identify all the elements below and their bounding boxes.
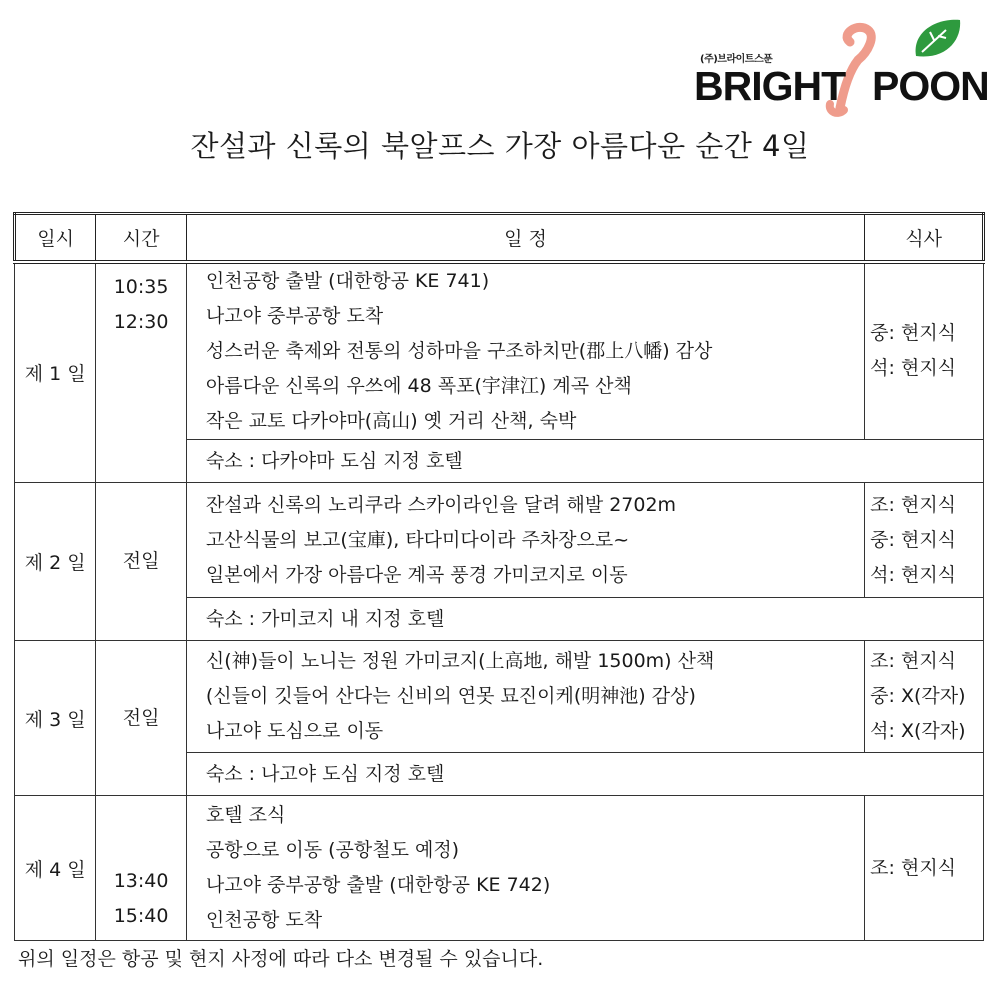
page-title: 잔설과 신록의 북알프스 가장 아름다운 순간 4일 [190, 129, 810, 163]
meal-cell [865, 796, 984, 941]
time-cell [96, 641, 187, 796]
meal-value: 석: X(각자) [870, 720, 966, 742]
lodging-cell: 숙소 : 가미코지 내 지정 호텔 [186, 598, 983, 641]
day-label: 제 4 일 [15, 796, 96, 941]
header-schedule: 일 정 [186, 214, 864, 262]
meal-value: 중: X(각자) [870, 685, 966, 707]
time-value: 10:35 [113, 275, 169, 298]
time-value: 전일 [122, 550, 160, 572]
logo-subtitle: (주)브라이트스푼 [700, 54, 773, 65]
time-value: 15:40 [113, 905, 169, 927]
table-row-day3 [15, 641, 984, 753]
meal-value: 중: 현지식 [870, 322, 957, 345]
day-label: 제 2 일 [15, 483, 96, 641]
meal-value: 중: 현지식 [870, 528, 957, 551]
logo-word-right: POON [872, 63, 989, 109]
schedule-cell [186, 641, 864, 753]
schedule-line: 나고야 중부공항 출발 (대한항공 KE 742) [205, 874, 551, 896]
schedule-line: 고산식물의 보고(宝庫), 타다미다이라 주차장으로~ [205, 528, 630, 551]
table-row-day4 [15, 796, 984, 941]
schedule-line: 잔설과 신록의 노리쿠라 스카이라인을 달려 해발 2702m [205, 493, 677, 516]
time-cell [96, 262, 187, 483]
schedule-line: 신(神)들이 노니는 정원 가미코지(上高地, 해발 1500m) 산책 [205, 650, 715, 672]
schedule-line: 작은 교토 다카야마(高山) 옛 거리 산책, 숙박 [205, 409, 577, 432]
table-row-day2 [15, 483, 984, 598]
lodging-cell: 숙소 : 나고야 도심 지정 호텔 [186, 753, 983, 796]
logo-word-left: BRIGHT [694, 63, 846, 109]
footnote: 위의 일정은 항공 및 현지 사정에 따라 다소 변경될 수 있습니다. [18, 948, 544, 970]
meal-cell [865, 262, 984, 440]
meal-value: 조: 현지식 [870, 856, 957, 879]
itinerary-table [13, 212, 985, 941]
meal-value: 조: 현지식 [870, 493, 957, 516]
meal-cell [865, 483, 984, 598]
schedule-cell [186, 483, 864, 598]
meal-value: 조: 현지식 [870, 650, 957, 672]
schedule-line: 나고야 도심으로 이동 [205, 720, 384, 742]
schedule-line: 아름다운 신록의 우쓰에 48 폭포(宇津江) 계곡 산책 [205, 374, 632, 397]
header-day: 일시 [15, 214, 96, 262]
schedule-line: 나고야 중부공항 도착 [205, 304, 384, 327]
time-value: 13:40 [113, 870, 169, 892]
schedule-line: 인천공항 출발 (대한항공 KE 741) [205, 269, 490, 292]
meal-value: 석: 현지식 [870, 357, 957, 380]
schedule-line: (신들이 깃들어 산다는 신비의 연못 묘진이케(明神池) 감상) [205, 685, 696, 707]
lodging-cell: 숙소 : 다카야마 도심 지정 호텔 [186, 440, 983, 483]
header-time: 시간 [96, 214, 187, 262]
schedule-cell [186, 796, 864, 941]
brightspoon-logo [690, 12, 989, 122]
time-cell [96, 483, 187, 641]
time-value: 전일 [122, 706, 160, 729]
header-meal: 식사 [865, 214, 984, 262]
time-value: 12:30 [113, 310, 169, 333]
day-label: 제 3 일 [15, 641, 96, 796]
time-cell [96, 796, 187, 941]
schedule-cell [186, 262, 864, 440]
schedule-line: 호텔 조식 [205, 804, 286, 826]
table-row-day1 [15, 262, 984, 440]
day-label: 제 1 일 [15, 262, 96, 483]
schedule-line: 인천공항 도착 [205, 909, 323, 931]
meal-value: 석: 현지식 [870, 563, 957, 586]
schedule-line: 일본에서 가장 아름다운 계곡 풍경 가미코지로 이동 [205, 563, 628, 586]
schedule-line: 성스러운 축제와 전통의 성하마을 구조하치만(郡上八幡) 감상 [205, 339, 713, 362]
schedule-line: 공항으로 이동 (공항철도 예정) [205, 839, 460, 861]
table-header-row [15, 214, 984, 262]
meal-cell [865, 641, 984, 753]
